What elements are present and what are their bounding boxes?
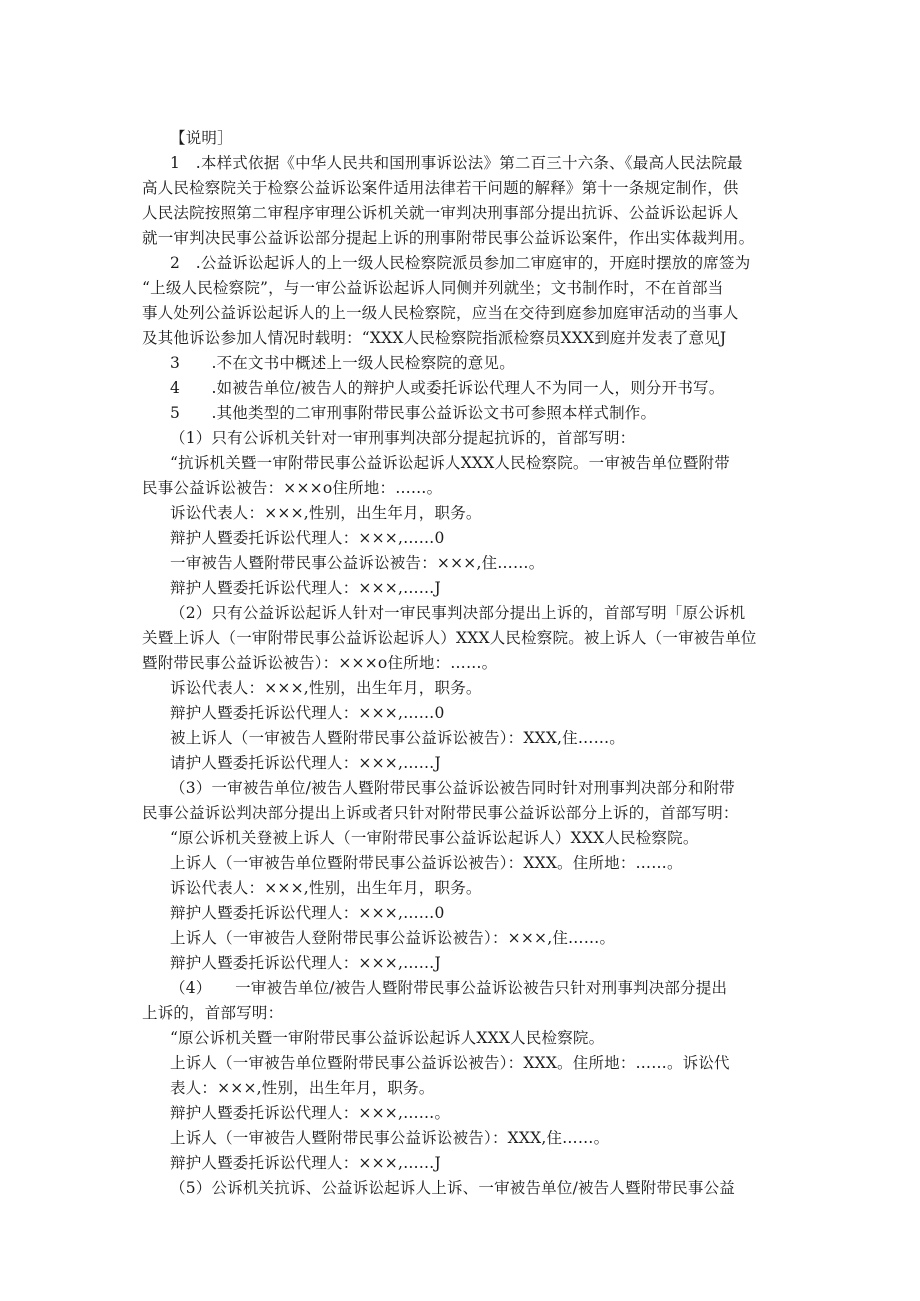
- text-line: 辩护人暨委托诉讼代理人：×××,……0: [170, 529, 445, 547]
- text-line: 关暨上诉人（一审附带民事公益诉讼起诉人）XXX人民检察院。被上诉人（一审被告单位: [142, 629, 757, 647]
- text-line: “上级人民检察院”，与一审公益诉讼起诉人同侧并列就坐；文书制作时，不在首部当: [142, 279, 724, 297]
- text-line: 诉讼代表人：×××,性别，出生年月，职务。: [170, 679, 482, 697]
- text-line: 表人：×××,性别，出生年月，职务。: [170, 1079, 435, 1097]
- text-line: 事人处列公益诉讼起诉人的上一级人民检察院，应当在交待到庭参加庭审活动的当事人: [142, 304, 739, 322]
- text-line: （4） 一审被告单位/被告人暨附带民事公益诉讼被告只针对刑事判决部分提出: [170, 979, 728, 997]
- text-line: 上诉的，首部写明：: [142, 1004, 284, 1022]
- text-line: 上诉人（一审被告人暨附带民事公益诉讼被告）：XXX,住……。: [170, 1129, 610, 1147]
- text-line: 辩护人暨委托诉讼代理人：×××,……J: [170, 579, 441, 597]
- text-line: 就一审判决民事公益诉讼部分提起上诉的刑事附带民事公益诉讼案件，作出实体裁判用。: [142, 229, 755, 247]
- text-line: 一审被告人暨附带民事公益诉讼被告：×××,住……。: [170, 554, 545, 572]
- text-line: “抗诉机关暨一审附带民事公益诉讼起诉人XXX人民检察院。一审被告单位暨附带: [170, 454, 730, 472]
- text-line: 辩护人暨委托诉讼代理人：×××,……J: [170, 954, 441, 972]
- text-line: 上诉人（一审被告单位暨附带民事公益诉讼被告）：XXX。住所地：……。: [170, 854, 683, 872]
- text-line: （2）只有公益诉讼起诉人针对一审民事判决部分提出上诉的，首部写明「原公诉机: [170, 604, 746, 622]
- text-line: （5）公诉机关抗诉、公益诉讼起诉人上诉、一审被告单位/被告人暨附带民事公益: [170, 1179, 735, 1197]
- section-heading: 【说明］: [170, 129, 233, 147]
- text-line: 被上诉人（一审被告人暨附带民事公益诉讼被告）：XXX,住……。: [170, 729, 625, 747]
- text-line: 高人民检察院关于检察公益诉讼案件适用法律若干问题的解释》第十一条规定制作，供: [142, 179, 739, 197]
- text-line: 4 .如被告单位/被告人的辩护人或委托诉讼代理人不为同一人，则分开书写。: [170, 379, 725, 397]
- text-line: 诉讼代表人：×××,性别，出生年月，职务。: [170, 879, 482, 897]
- text-line: （3）一审被告单位/被告人暨附带民事公益诉讼被告同时针对刑事判决部分和附带: [170, 779, 735, 797]
- text-line: 请护人暨委托诉讼代理人：×××,……J: [170, 754, 441, 772]
- text-line: 3 .不在文书中概述上一级人民检察院的意见。: [170, 354, 515, 372]
- text-line: 5 .其他类型的二审刑事附带民事公益诉讼文书可参照本样式制作。: [170, 404, 657, 422]
- text-line: 辩护人暨委托诉讼代理人：×××,……。: [170, 1104, 451, 1122]
- text-line: 人民法院按照第二审程序审理公诉机关就一审判决刑事部分提出抗诉、公益诉讼起诉人: [142, 204, 739, 222]
- text-line: 辩护人暨委托诉讼代理人：×××,……0: [170, 904, 445, 922]
- text-line: （1）只有公诉机关针对一审刑事判决部分提起抗诉的，首部写明：: [170, 429, 636, 447]
- text-line: 民事公益诉讼被告：×××o住所地：……。: [142, 479, 443, 497]
- text-line: 辩护人暨委托诉讼代理人：×××,……J: [170, 1154, 441, 1172]
- text-line: 及其他诉讼参加人情况时载明：“XXX人民检察院指派检察员XXX到庭并发表了意见J: [142, 329, 727, 347]
- text-line: 上诉人（一审被告单位暨附带民事公益诉讼被告）：XXX。住所地：……。诉讼代: [170, 1054, 730, 1072]
- text-line: 暨附带民事公益诉讼被告）：×××o住所地：……。: [142, 654, 498, 672]
- text-line: 诉讼代表人：×××,性别，出生年月，职务。: [170, 504, 482, 522]
- text-line: “原公诉机关暨一审附带民事公益诉讼起诉人XXX人民检察院。: [170, 1029, 605, 1047]
- text-line: 2 .公益诉讼起诉人的上一级人民检察院派员参加二审庭审的，开庭时摆放的席签为: [170, 254, 751, 272]
- text-line: 上诉人（一审被告人登附带民事公益诉讼被告）：×××,住……。: [170, 929, 616, 947]
- text-line: “原公诉机关登被上诉人（一审附带民事公益诉讼起诉人）XXX人民检察院。: [170, 829, 699, 847]
- text-line: 1 .本样式依据《中华人民共和国刑事诉讼法》第二百三十六条、《最高人民法院最: [170, 154, 743, 172]
- text-line: 民事公益诉讼判决部分提出上诉或者只针对附带民事公益诉讼部分上诉的，首部写明：: [142, 804, 739, 822]
- text-line: 辩护人暨委托诉讼代理人：×××,……0: [170, 704, 445, 722]
